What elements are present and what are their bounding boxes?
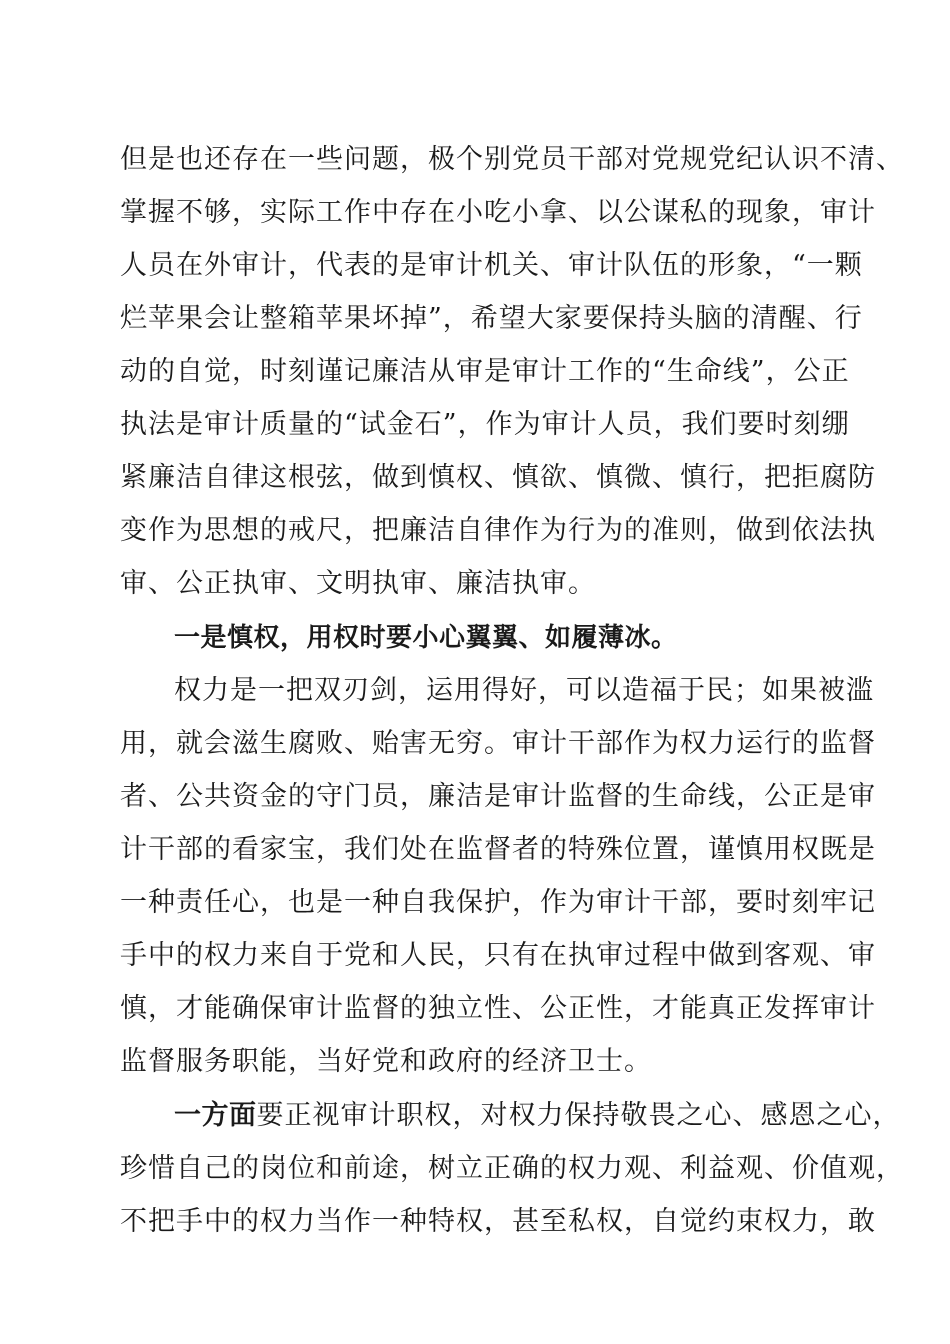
paragraph1-line: 审、公正执审、文明执审、廉洁执审。 — [120, 568, 596, 599]
paragraph1-line: 掌握不够，实际工作中存在小吃小拿、以公谋私的现象，审计 — [120, 197, 876, 228]
paragraph2-line: 权力是一把双刃剑，运用得好，可以造福于民；如果被滥 — [174, 675, 874, 706]
paragraph3-lead: 一方面 — [174, 1100, 257, 1131]
paragraph3-first-line-rest: 要正视审计职权，对权力保持敬畏之心、感恩之心， — [256, 1100, 901, 1131]
paragraph3-first-line — [174, 1096, 901, 1136]
paragraph2-line: 一种责任心，也是一种自我保护，作为审计干部，要时刻牢记 — [120, 887, 876, 918]
paragraph1-line: 变作为思想的戒尺，把廉洁自律作为行为的准则，做到依法执 — [120, 515, 876, 546]
paragraph1-line: 动的自觉，时刻谨记廉洁从审是审计工作的“生命线”，公正 — [120, 356, 850, 387]
paragraph3-line: 不把手中的权力当作一种特权，甚至私权，自觉约束权力，敢 — [120, 1206, 876, 1237]
paragraph1-line: 执法是审计质量的“试金石”，作为审计人员，我们要时刻绷 — [120, 409, 850, 440]
paragraph2-line: 慎，才能确保审计监督的独立性、公正性，才能真正发挥审计 — [120, 993, 876, 1024]
paragraph2-line: 用，就会滋生腐败、贻害无穷。审计干部作为权力运行的监督 — [120, 728, 876, 759]
paragraph2-line: 手中的权力来自于党和人民，只有在执审过程中做到客观、审 — [120, 940, 876, 971]
paragraph1-line: 紧廉洁自律这根弦，做到慎权、慎欲、慎微、慎行，把拒腐防 — [120, 462, 876, 493]
paragraph1-line: 人员在外审计，代表的是审计机关、审计队伍的形象，“一颗 — [120, 250, 863, 281]
section-heading: 一是慎权，用权时要小心翼翼、如履薄冰。 — [174, 623, 678, 653]
paragraph1-line: 烂苹果会让整箱苹果坏掉”，希望大家要保持头脑的清醒、行 — [120, 303, 863, 334]
paragraph3-line: 珍惜自己的岗位和前途，树立正确的权力观、利益观、价值观， — [120, 1153, 904, 1184]
paragraph2-line: 者、公共资金的守门员，廉洁是审计监督的生命线，公正是审 — [120, 781, 876, 812]
paragraph2-line: 计干部的看家宝，我们处在监督者的特殊位置，谨慎用权既是 — [120, 834, 876, 865]
paragraph2-line: 监督服务职能，当好党和政府的经济卫士。 — [120, 1046, 652, 1077]
paragraph1-line: 但是也还存在一些问题，极个别党员干部对党规党纪认识不清、 — [120, 144, 904, 175]
